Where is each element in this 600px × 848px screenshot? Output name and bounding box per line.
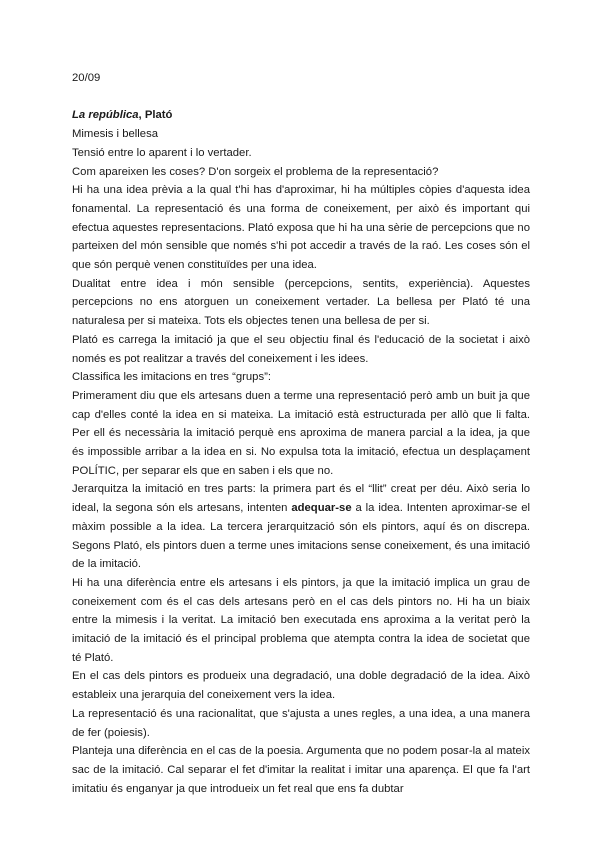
intro-line-1: Tensió entre lo aparent i lo vertader.: [72, 146, 252, 159]
document-subtitle: Mimesis i bellesa: [72, 128, 159, 141]
note-date: 20/09: [72, 72, 101, 84]
paragraph-1: Hi ha una idea prèvia a la qual t'hi has d'aproximar, hi ha múltiples còpies d'aquesta idea fonamental. La representació és una forma de coneixement, per això és important qui efectua aquestes representacions. Plató exposa que hi ha una sèrie de percepcions que no parteixen del món sensible que només s'hi pot accedir a través de la raó. Les coses són el que són perquè venen constituïdes per una idea.: [72, 184, 530, 272]
author-name: , Plató: [138, 109, 173, 122]
paragraph-4: Classifica les imitacions en tres “grups”:: [72, 371, 272, 384]
paragraph-5: Primerament diu que els artesans duen a terme una representació però amb un buit ja que cap d'elles conté la idea en si mateixa. La imitació està estructurada per allò que li falta. Per ell és necessària la imitació perquè ens aproxima de manera parcial a la idea, ja que és impossible arribar a la idea en si. No expulsa tota la imitació, efectua un desplaçament POLÍTIC, per separar els que en saben i els que no.: [72, 389, 530, 477]
paragraph-6-text-a: Jerarquitza la imitació en tres parts: la primera part és el “llit” creat per déu. Això seria lo ideal, la segona són els artesans, intenten: [72, 483, 530, 515]
paragraph-6-text-b: a la idea. Intenten aproximar-se el màxim possible a la idea. La tercera jerarquització són els pintors, aquí és on discrepa. Segons Plató, els pintors duen a terme unes imitacions sense coneixement, és una imitació de la imitació.: [72, 502, 531, 571]
paragraph-3: Plató es carrega la imitació ja que el seu objectiu final és l'educació de la societat i això només es pot realitzar a través del coneixement i les idees.: [72, 333, 530, 365]
bold-term: adequar-se: [291, 502, 352, 515]
intro-line-2: Com apareixen les coses? D'on sorgeix el problema de la representació?: [72, 165, 439, 178]
paragraph-2: Dualitat entre idea i món sensible (percepcions, sentits, experiència). Aquestes percepcions no ens atorguen un coneixement vertader. La bellesa per Plató té una naturalesa per si mateixa. Tots els objectes tenen una bellesa de per si.: [72, 277, 530, 328]
work-title: La república: [72, 109, 139, 122]
paragraph-8: En el cas dels pintors es produeix una degradació, una doble degradació de la idea. Això estableix una jerarquia del coneixement vers la idea.: [72, 670, 530, 702]
document-page: [72, 69, 530, 798]
paragraph-10: Planteja una diferència en el cas de la poesia. Argumenta que no podem posar-la al mateix sac de la imitació. Cal separar el fet d'imitar la realitat i imitar una aparença. El que fa l'art imitatiu és enganyar ja que introdueix un fet real que ens fa dubtar: [72, 745, 530, 795]
paragraph-7: Hi ha una diferència entre els artesans i els pintors, ja que la imitació implica un grau de coneixement com és el cas dels artesans però en el cas dels pintors no. Hi ha un biaix entre la mimesis i la veritat. La imitació ben executada ens aproxima a la veritat però la imitació de la imitació és el principal problema que atempta contra la idea de societat que té Plató.: [72, 576, 530, 664]
document-title: [72, 106, 530, 125]
paragraph-9: La representació és una racionalitat, que s'ajusta a unes regles, a una idea, a una manera de fer (poiesis).: [72, 707, 530, 739]
paragraph-6: [72, 480, 530, 574]
